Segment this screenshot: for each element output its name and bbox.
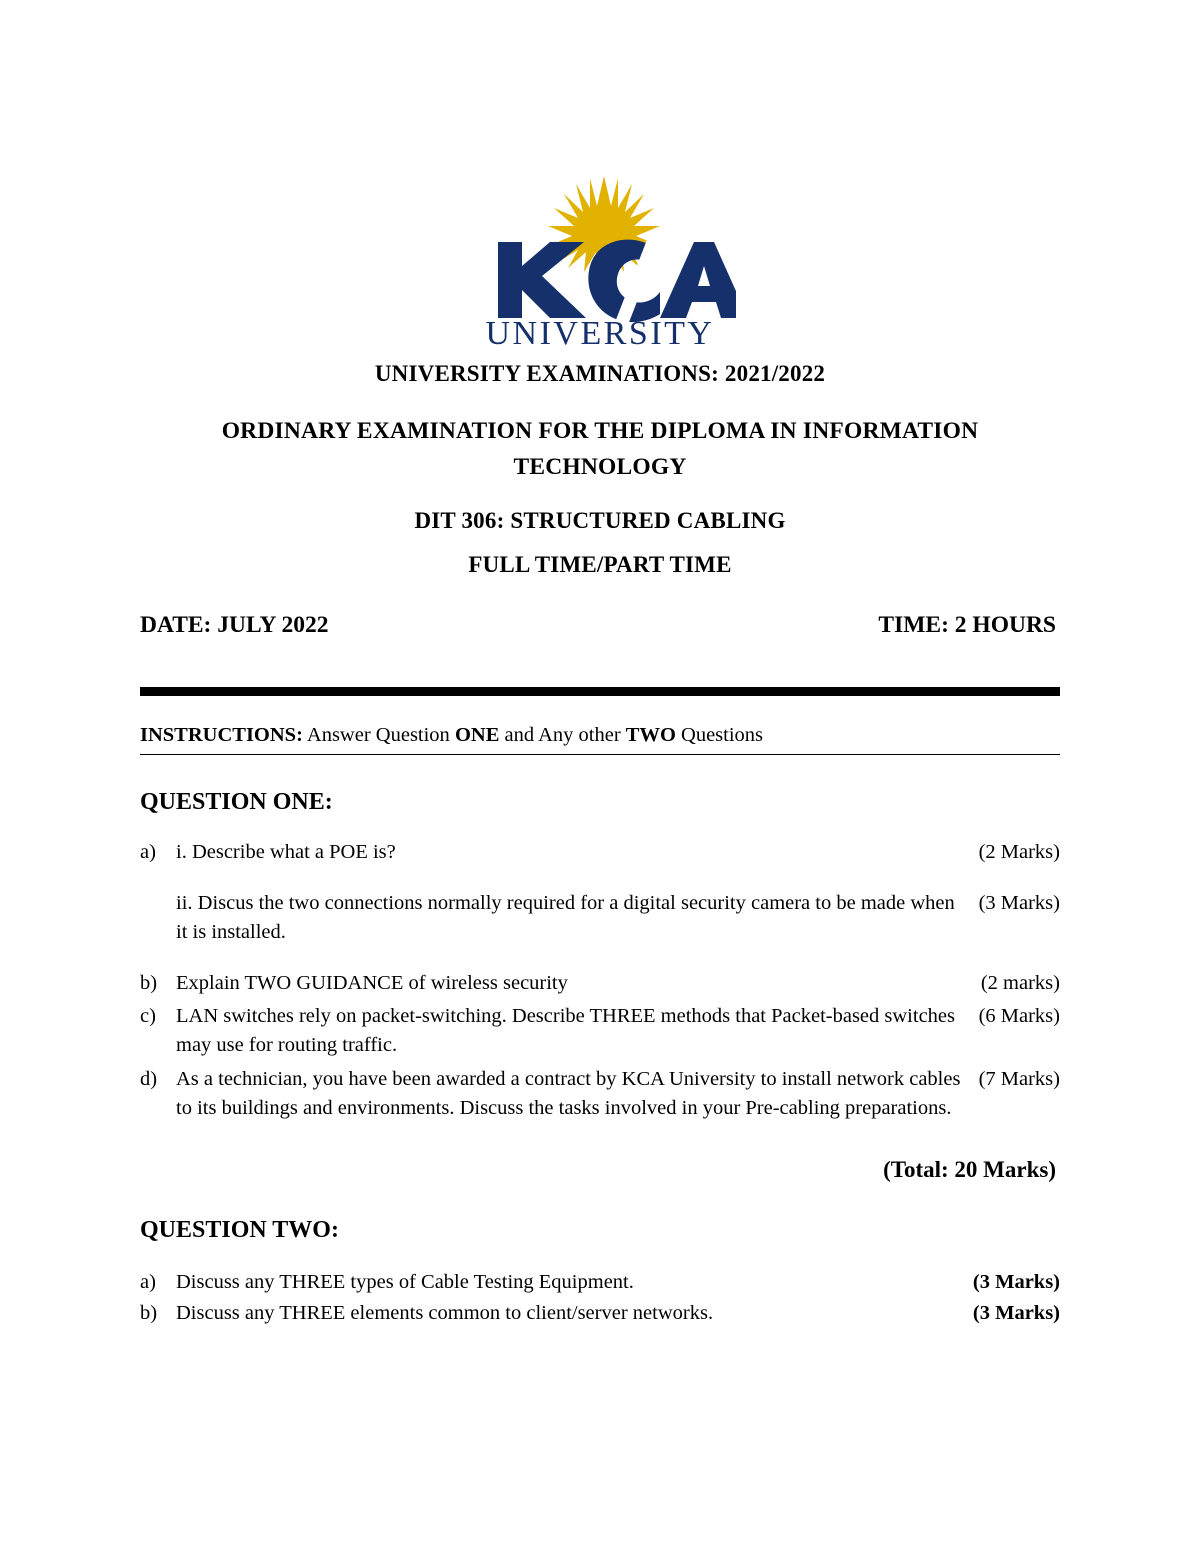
- exam-unit-heading: DIT 306: STRUCTURED CABLING: [414, 507, 786, 533]
- question-item-body: [176, 838, 1060, 867]
- spacer: [140, 951, 1060, 969]
- question-item: [140, 1065, 1060, 1123]
- date-time-row: [140, 612, 1060, 639]
- question-item-text: Discuss any THREE elements common to client/server networks.: [176, 1301, 714, 1324]
- instructions-text-2: and Any other: [499, 723, 626, 746]
- question-item: [140, 889, 1060, 947]
- question-item-label: c): [140, 1005, 156, 1028]
- question-item-text: Explain TWO GUIDANCE of wireless security: [176, 972, 568, 995]
- exam-session-heading: UNIVERSITY EXAMINATIONS: 2021/2022: [374, 361, 826, 386]
- question-item-marks: (3 Marks): [972, 1270, 1060, 1293]
- question-item-text: Discuss any THREE types of Cable Testing Equipment.: [176, 1270, 634, 1293]
- question-item-marks: (7 Marks): [978, 1067, 1060, 1090]
- question-item-marks: (3 Marks): [978, 891, 1060, 914]
- exam-program-heading: ORDINARY EXAMINATION FOR THE DIPLOMA IN INFORMATION TECHNOLOGY: [221, 418, 979, 481]
- question-item-marks: (6 Marks): [978, 1005, 1060, 1028]
- question-item-body: [176, 1299, 1060, 1328]
- question-item-body: [176, 889, 1060, 947]
- question-item-text: ii. Discus the two connections normally required for a digital security camera to be made when it is installed.: [176, 891, 955, 944]
- question-item-body: [176, 1065, 1060, 1123]
- svg-text:UNIVERSITY: UNIVERSITY: [485, 315, 715, 347]
- question-item-body: [176, 1002, 1060, 1060]
- instructions-bold-two: TWO: [625, 723, 676, 746]
- question-item-text: As a technician, you have been awarded a contract by KCA University to install network cables to its buildings and environments. Discuss the tasks involved in your Pre-cabling preparations.: [176, 1067, 961, 1119]
- question-item: [140, 1002, 1060, 1060]
- question-item-label: a): [140, 1270, 156, 1293]
- question-item-body: [176, 969, 1060, 998]
- instructions-text-3: Questions: [675, 723, 764, 746]
- question-item-marks: (2 Marks): [978, 840, 1060, 863]
- logo-container: [140, 0, 1060, 347]
- spacer: [140, 871, 1060, 889]
- question-item-label: b): [140, 1301, 158, 1324]
- instructions-bold-one: ONE: [454, 723, 500, 746]
- question-two-list: [140, 1268, 1060, 1328]
- question-item: [140, 969, 1060, 998]
- question-item-text: LAN switches rely on packet-switching. Describe THREE methods that Packet-based switches may use for routing traffic.: [176, 1005, 955, 1057]
- exam-date: DATE: JULY 2022: [140, 611, 329, 638]
- question-item: [140, 838, 1060, 867]
- instructions-text-1: Answer Question: [302, 723, 455, 746]
- horizontal-rule: [140, 687, 1060, 696]
- instructions-label: INSTRUCTIONS:: [140, 723, 303, 746]
- exam-duration: TIME: 2 HOURS: [878, 611, 1056, 638]
- question-item-label: b): [140, 972, 158, 995]
- kca-university-logo: [464, 172, 736, 347]
- question-item-marks: (3 Marks): [972, 1301, 1060, 1324]
- document-content: [140, 0, 1060, 1330]
- question-item-body: [176, 1268, 1060, 1297]
- instructions-line: [140, 724, 1060, 755]
- question-item: [140, 1268, 1060, 1297]
- question-item: [140, 1299, 1060, 1328]
- question-item-label: d): [140, 1067, 158, 1090]
- question-item-label: a): [140, 840, 156, 863]
- exam-mode-heading: FULL TIME/PART TIME: [468, 551, 732, 577]
- question-two-title: QUESTION TWO:: [140, 1216, 339, 1243]
- question-item-label: [140, 889, 176, 947]
- question-one-list: [140, 838, 1060, 1123]
- question-one-title: QUESTION ONE:: [140, 788, 333, 815]
- question-item-text: i. Describe what a POE is?: [176, 840, 396, 863]
- question-one-total: (Total: 20 Marks): [883, 1156, 1056, 1182]
- question-item-marks: (2 marks): [980, 972, 1060, 995]
